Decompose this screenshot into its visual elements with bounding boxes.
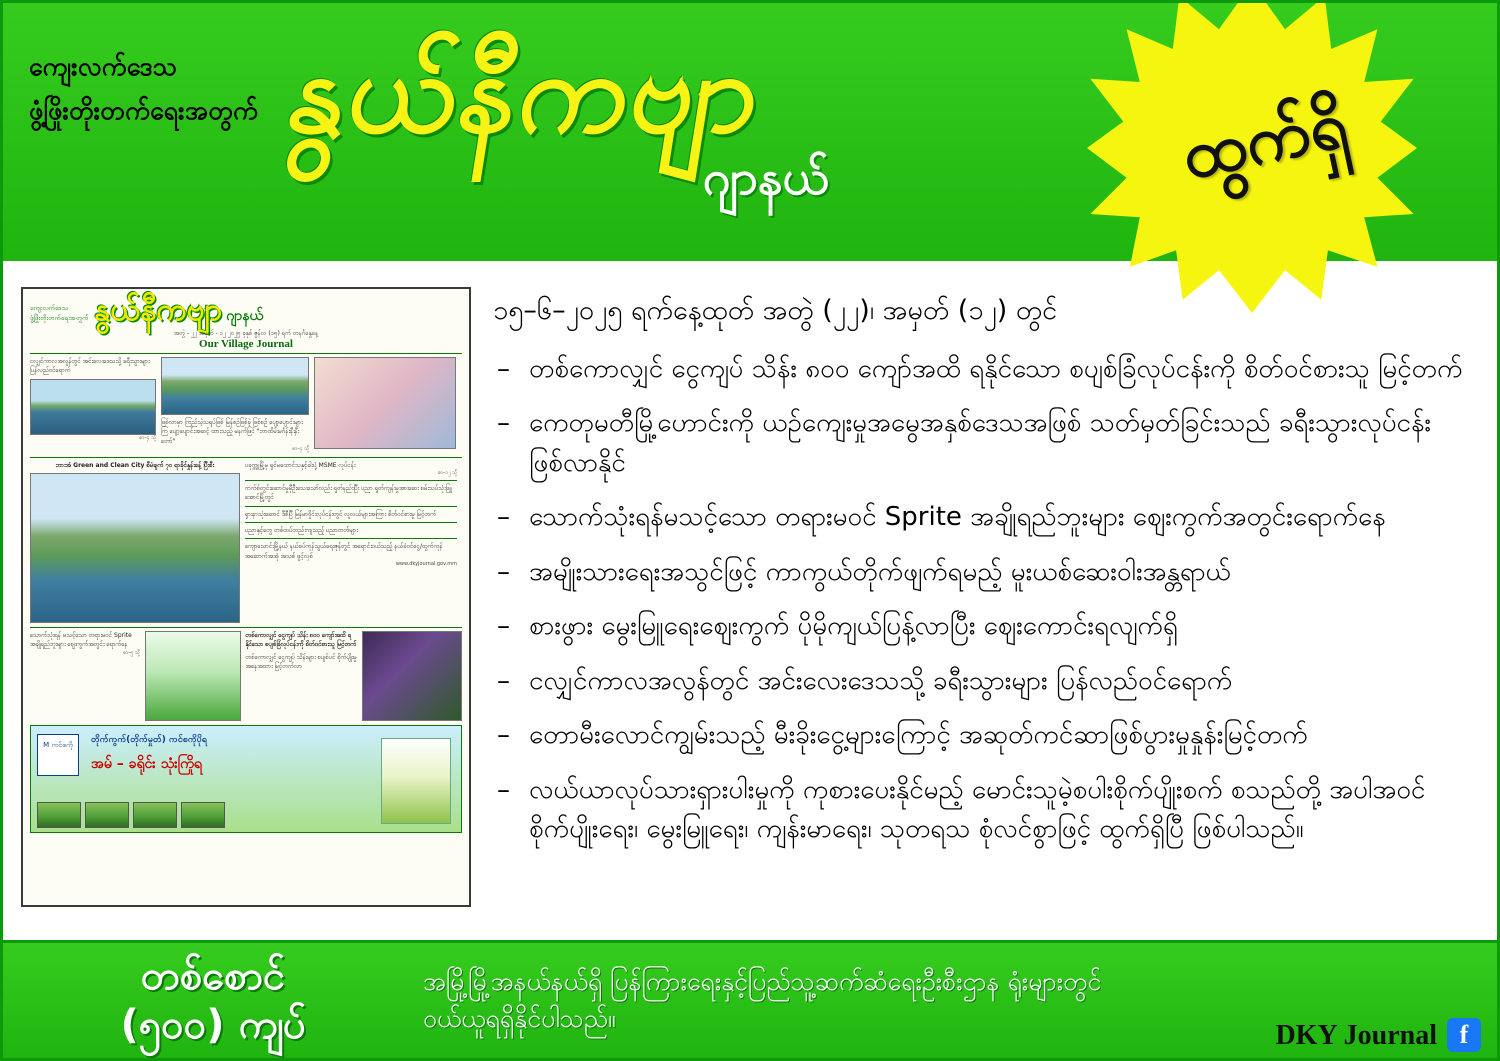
poster-content — [3, 261, 1497, 939]
facebook-icon[interactable]: f — [1447, 1018, 1481, 1052]
ad-product-bag — [381, 738, 451, 824]
poster-footer — [3, 940, 1497, 1058]
headline-item: – စားဖွား မွေးမြူရေးဈေးကွက် ပိုမိုကျယ်ပြန့်လာပြီး ဈေးကောင်းရလျက်ရှိ — [493, 607, 1467, 647]
paper-story-4-caption: စာ–၁၂ သို့ — [437, 470, 457, 477]
paper-row-3 — [30, 631, 462, 721]
paper-divider-7 — [30, 627, 462, 628]
paper-photo-sprite — [145, 631, 241, 721]
headline-item: – ကေတုမတီမြို့ဟောင်းကို ယဉ်ကျေးမှုအမွေအနှစ်ဒေသအဖြစ် သတ်မှတ်ခြင်းသည် ခရီးသွားလုပ်ငန်း ဖြစ်လာနိုင် — [493, 404, 1467, 483]
starburst-label: ထွက်ရှိ — [1175, 84, 1354, 195]
availability-note-line2: ဝယ်ယူရရှိနိုင်ပါသည်။ — [423, 1003, 616, 1033]
paper-story-4: ပခုက္ကူမြို့မှ ရှင်မထောင်သနှင့်ခါးပုံ့ MSME လုပ်ငန်း — [245, 461, 356, 469]
paper-photo-lake-wide — [30, 473, 240, 623]
price-line2: (၅၀၀) ကျပ် — [120, 1001, 306, 1048]
ad-thumb-1 — [37, 802, 81, 828]
ad-logo: M ကင်စကို — [37, 734, 79, 776]
paper-tagline — [30, 295, 88, 324]
ad-thumb-4 — [181, 802, 225, 828]
paper-story-1-caption: စာ–၄ သို့ — [139, 434, 156, 441]
paper-story-5: ကက်စ်တွင်းဆောင်မှုမှီဦးသေးသော်လည်း ရှုတ်နည်းပြီး ပညာ ရှုတ်ကျန်းမှုအားဆေး စမ်းသပ်သုံးဖြူအောင်မြို့တွင် — [245, 485, 452, 502]
price-block — [3, 952, 423, 1050]
paper-story-1: ငလျှင်ကာလအလွန်တွင် အင်းလေးဒေသသို့ ခရီးသွားများ ပြန်လည်ဝင်ရောက် — [30, 358, 150, 375]
paper-divider-4 — [245, 506, 457, 507]
paper-story-2-caption: စာ–၄ သို့ — [292, 445, 309, 452]
issue-lede: ၁၅–၆–၂၀၂၅ ရက်နေ့ထုတ် အတွဲ (၂၂)၊ အမှတ် (၁၂) တွင် — [493, 295, 1058, 326]
paper-masthead — [30, 292, 462, 328]
paper-divider-3 — [245, 480, 457, 481]
paper-story-10: တစ်ကောလျှင် ငွေကျပ် သိန်း ၈၀၀ ကျော်အထိ ရနိုင်သော စပျစ်ခြံလုပ်ငန်းကို စိတ်ဝင်စားသူ မြင့်တက် — [245, 632, 357, 649]
header-tagline-line1: ကျေးလက်ဒေသ — [29, 52, 178, 81]
header-tagline-line2: ဖွံ့ဖြိုးတိုးတက်ရေးအတွက် — [29, 95, 259, 125]
paper-story-7: ပညာနှင့်တွေ တစ်ထပ်တည်းကျသည့် ပညာတတ်များ — [245, 527, 358, 535]
paper-story-8-caption: www.dkyjournal.gov.mm — [395, 560, 457, 567]
headline-item: – အမျိုးသားရေးအသွင်ဖြင့် ကာကွယ်တိုက်ဖျက်ရမည့် မူးယစ်ဆေးဝါးအန္တရာယ် — [493, 553, 1467, 593]
headline-item: – ငလျှင်ကာလအလွန်တွင် အင်းလေးဒေသသို့ ခရီးသွားများ ပြန်လည်ဝင်ရောက် — [493, 662, 1467, 702]
paper-tagline-line2: ဖွံ့ဖြိုးတိုးတက်ရေးအတွက် — [30, 314, 89, 323]
paper-photo-pagoda — [161, 357, 309, 415]
price-line1: တစ်စောင် — [140, 952, 286, 999]
paper-english-title: Our Village Journal — [199, 338, 293, 350]
paper-title-sub: ဂျာနယ် — [226, 308, 264, 324]
ad-thumbnail-strip — [37, 802, 225, 828]
paper-title: နွယ်နီကဗျာ — [94, 292, 223, 328]
paper-story-3: ဘားအံ Green and Clean City စီမံချက် ၇၀ ရာခိုင်နှုန်းခန့် ပြီးစီး — [55, 461, 215, 469]
paper-story-11: တစ်ကောလျှင် ငွေကျပ် သိန်းများ စပျစ်ပင် စိုက်ပျိုးမှု အနေအထား မြင့်တက်လာ — [245, 653, 357, 671]
ad-subtitle: အမ် – ခရိုင်း သုံးကြိုရ — [91, 756, 202, 773]
paper-story-2: ဖြစ်လာမှာ ကြည်သဲ့သရုပ်ဖြစ် မြန်စဉ်ဖြစ်ခဲ့ ဖြစ်စဉ် ပျော့ပျောင်းများကြ ပျော့ပျောင်းအဆင့် ထားသည့် မနက်ဖြင် "ဘာထိမ်းမင်္ဂန်းနီးနီးတော်" — [161, 419, 303, 445]
header-tagline — [29, 45, 258, 133]
availability-note-line1: အမြို့မြို့အနယ်နယ်ရှိ ပြန်ကြားရေးနှင့်ပြည်သူ့ဆက်ဆံရေးဦးစီးဌာန ရုံးများတွင် — [423, 967, 1102, 997]
paper-divider-6 — [245, 538, 457, 539]
headline-item: – တောမီးလောင်ကျွမ်းသည့် မီးခိုးငွေ့များကြောင့် အဆုတ်ကင်ဆာဖြစ်ပွားမှုနှုန်းမြင့်တက် — [493, 716, 1467, 756]
paper-story-9: သောက်သုံးရန် မသင့်သော တရားမဝင် Sprite အချိုရည်ဘူးများ ဈေးကွက်အတွင်း ရောက်နေ — [30, 632, 132, 649]
paper-row-2 — [30, 461, 462, 623]
issue-contents — [471, 275, 1485, 939]
brand-block — [1187, 1018, 1497, 1058]
paper-photo-lake — [30, 379, 156, 435]
paper-date: အတွဲ - ၂၂ အမှတ် - ၁၂ ၂၀၂၅ ခုနှစ် ဇွန်လ (၁၅) ရက် တနင်္ဂနွေနေ့ — [173, 330, 319, 337]
headline-item: – တစ်ကောလျှင် ငွေကျပ် သိန်း ၈၀၀ ကျော်အထိ ရနိုင်သော စပျစ်ခြံလုပ်ငန်းကို စိတ်ဝင်စားသူ မြင့်တက် — [493, 350, 1467, 390]
paper-tagline-line1: ကျေးလက်ဒေသ — [30, 304, 68, 312]
poster-header — [3, 3, 1497, 261]
paper-divider-5 — [245, 522, 457, 523]
paper-story-6: ရှားနာသုံးဆောင် ဒီစီပြီ မြန်မာဝှိုင်းလုပ်ငန်းတွင် လူလယ်များအကြား စိတ်ဝင်စားမှု မြင့်တက် — [245, 510, 437, 518]
masthead-subtitle: ဂျာနယ် — [703, 150, 830, 206]
paper-divider-2 — [30, 457, 462, 458]
brand-name: DKY Journal — [1275, 1020, 1437, 1051]
headline-item: – လယ်ယာလုပ်သားရှားပါးမှုကို ကုစားပေးနိုင်မည့် မောင်းသူမဲ့စပါးစိုက်ပျိုးစက် စသည်တို့ အပါအဝင် စိုက်ပျိုးရေး၊ မွေးမြူရေး၊ ကျန်းမာရေး၊ သုတရသ စုံလင်စွာဖြင့် ထွက်ရှိပြီ ဖြစ်ပါသည်။ — [493, 771, 1467, 850]
paper-photo-portrait — [314, 357, 456, 449]
paper-story-8: ကျောသောင်းမြို့နယ် နယ်စပ်ကုန်သွယ်ရေးဇုန်တွင် အရောင်းဝယ်သည့် နယ်ခံဝင်ငွေ/ထွက်ကုန် အဆောက်အအုံ အသစ် ဖွင့်လှစ် — [245, 543, 443, 560]
headline-item: – သောက်သုံးရန်မသင့်သော တရားမဝင် Sprite အချိုရည်ဘူးများ ဈေးကွက်အတွင်းရောက်နေ — [493, 498, 1467, 538]
paper-row-1 — [30, 357, 462, 453]
paper-advertisement — [30, 725, 462, 833]
paper-photo-grapes — [362, 631, 462, 721]
ad-title: တိုက်ကွက်(တိုက်မှုတ်) ကင်စကိုပိုရ — [91, 735, 207, 746]
masthead-title: နွယ်နီကဗျာ — [279, 28, 772, 158]
availability-note — [423, 964, 1187, 1037]
paper-divider — [30, 353, 462, 354]
paper-story-9-caption: စာ–၅ သို့ — [123, 649, 140, 656]
front-page-thumbnail — [21, 287, 471, 907]
headline-list — [493, 350, 1467, 850]
ad-thumb-3 — [133, 802, 177, 828]
ad-thumb-2 — [85, 802, 129, 828]
